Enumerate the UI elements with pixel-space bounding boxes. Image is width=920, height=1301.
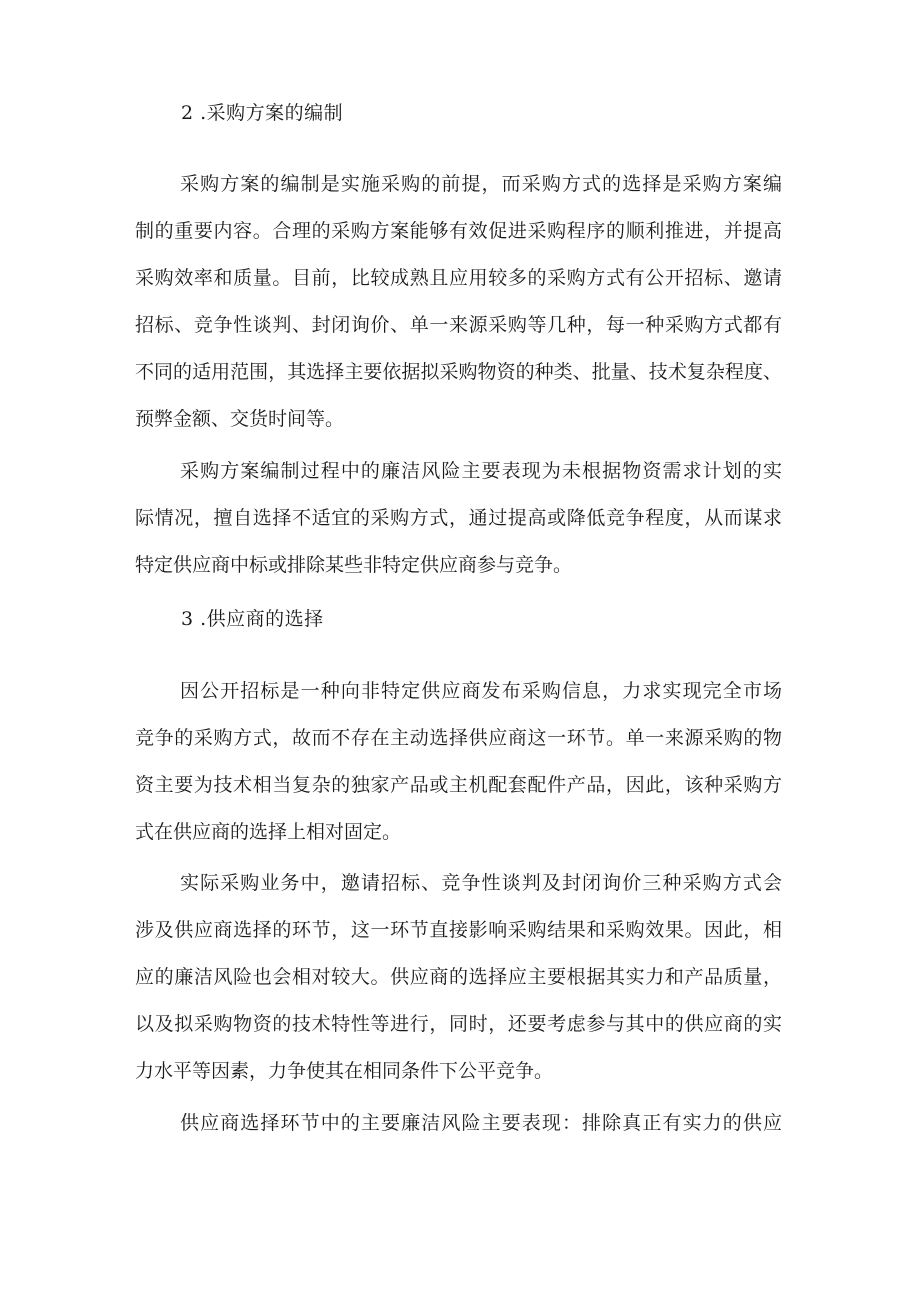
- section-3-heading: 3 .供应商的选择: [181, 608, 324, 630]
- paragraph-line: 实际采购业务中，邀请招标、竞争性谈判及封闭询价三种采购方式会: [180, 872, 782, 894]
- paragraph-line: 际情况，擅自选择不适宜的采购方式，通过提高或降低竞争程度，从而谋求: [135, 507, 782, 529]
- paragraph-line: 采购效率和质量。目前，比较成熟且应用较多的采购方式有公开招标、邀请: [135, 267, 782, 289]
- paragraph-line: 式在供应商的选择上相对固定。: [135, 821, 402, 843]
- paragraph-line: 采购方案编制过程中的廉洁风险主要表现为未根据物资需求计划的实: [180, 460, 782, 482]
- paragraph-line: 不同的适用范围，其选择主要依据拟采购物资的种类、批量、技术复杂程度、: [135, 361, 782, 383]
- section-2-heading: 2 .采购方案的编制: [181, 102, 344, 124]
- paragraph-line: 力水平等因素，力争使其在相同条件下公平竞争。: [135, 1060, 554, 1082]
- paragraph-line: 预弊金额、交货时间等。: [135, 408, 345, 430]
- paragraph-line: 招标、竞争性谈判、封闭询价、单一来源采购等几种，每一种采购方式都有: [135, 314, 782, 336]
- paragraph-line: 特定供应商中标或排除某些非特定供应商参与竞争。: [135, 554, 573, 576]
- paragraph-line: 应的廉洁风险也会相对较大。供应商的选择应主要根据其实力和产品质量，: [135, 966, 782, 988]
- paragraph-line: 竞争的采购方式，故而不存在主动选择供应商这一环节。单一来源采购的物: [135, 727, 782, 749]
- paragraph-line: 资主要为技术相当复杂的独家产品或主机配套配件产品，因此，该种采购方: [135, 774, 782, 796]
- paragraph-line: 涉及供应商选择的环节，这一环节直接影响采购结果和采购效果。因此，相: [135, 919, 782, 941]
- paragraph-line: 供应商选择环节中的主要廉洁风险主要表现：排除真正有实力的供应: [180, 1112, 782, 1134]
- paragraph-line: 以及拟采购物资的技术特性等进行，同时，还要考虑参与其中的供应商的实: [135, 1013, 782, 1035]
- paragraph-line: 采购方案的编制是实施采购的前提，而采购方式的选择是采购方案编: [180, 173, 782, 195]
- paragraph-line: 因公开招标是一种向非特定供应商发布采购信息，力求实现完全市场: [180, 680, 782, 702]
- paragraph-line: 制的重要内容。合理的采购方案能够有效促进采购程序的顺利推进，并提高: [135, 220, 782, 242]
